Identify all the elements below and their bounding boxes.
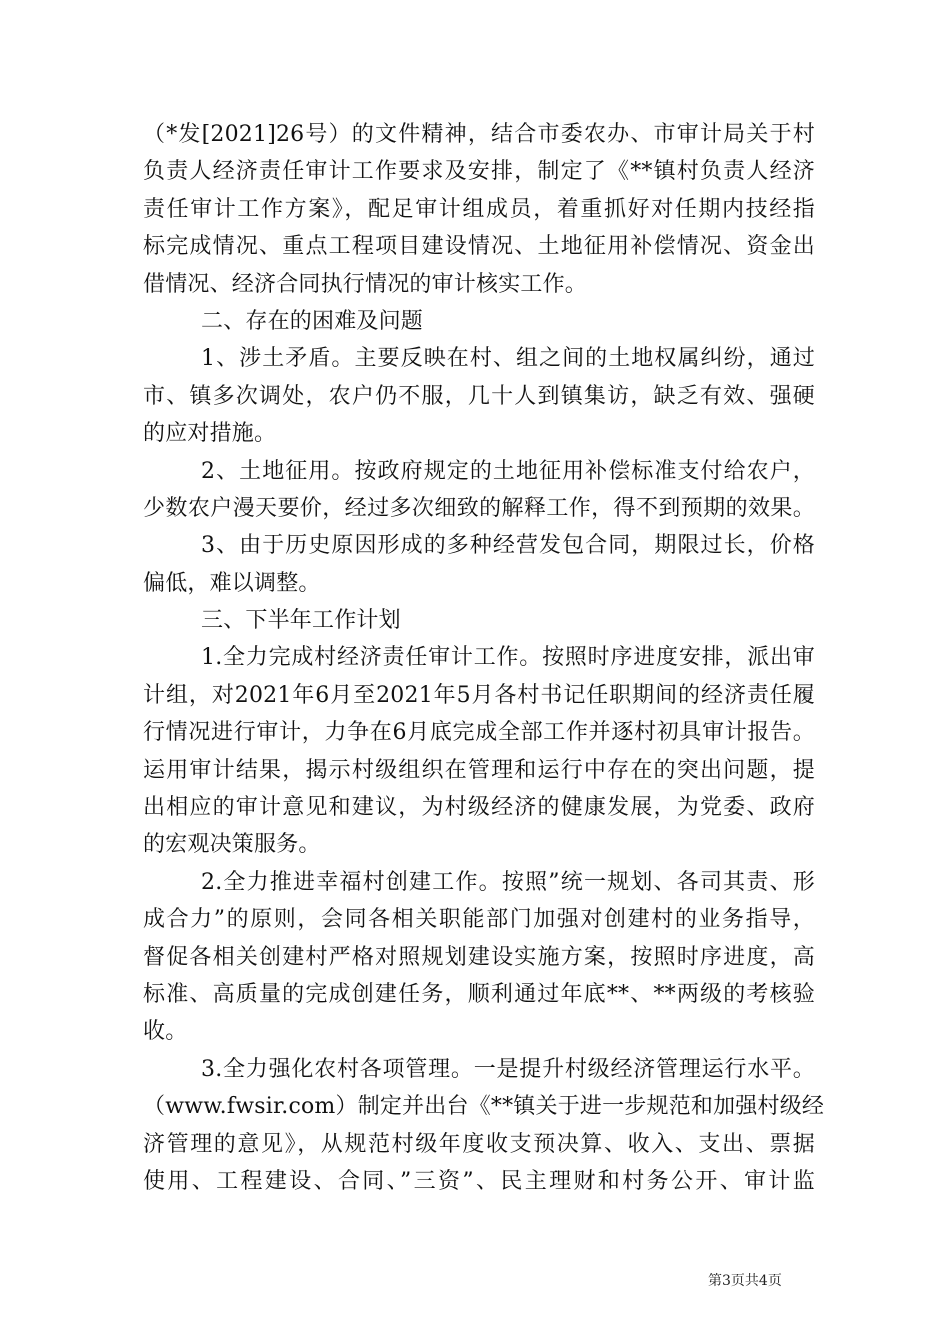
paragraph-line: 行情况进行审计，力争在6月底完成全部工作并逐村初具审计报告。 [143, 720, 815, 746]
paragraph-line: 成合力”的原则，会同各相关职能部门加强对创建村的业务指导， [143, 907, 815, 933]
paragraph-first-line: 三、下半年工作计划 [201, 608, 401, 634]
paragraph-first-line: 3、由于历史原因形成的多种经营发包合同，期限过长，价格 [201, 533, 815, 559]
paragraph-line: 借情况、经济合同执行情况的审计核实工作。 [143, 271, 588, 297]
paragraph-first-line: 二、存在的困难及问题 [201, 308, 424, 334]
paragraph-line: 市、镇多次调处，农户仍不服，几十人到镇集访，缺乏有效、强硬 [143, 383, 815, 409]
paragraph-line: 济管理的意见》，从规范村级年度收支预决算、收入、支出、票据 [143, 1131, 815, 1157]
paragraph-line: 计组，对2021年6月至2021年5月各村书记任职期间的经济责任履 [143, 682, 815, 708]
paragraph-first-line: 1、涉土矛盾。主要反映在村、组之间的土地权属纠纷，通过 [201, 346, 815, 372]
paragraph-line: 出相应的审计意见和建议，为村级经济的健康发展，为党委、政府 [143, 795, 815, 821]
paragraph-line: 偏低，难以调整。 [143, 570, 321, 596]
paragraph-first-line: 2.全力推进幸福村创建工作。按照”统一规划、各司其责、形 [201, 869, 815, 895]
paragraph-line: 负责人经济责任审计工作要求及安排，制定了《**镇村负责人经济 [143, 159, 815, 185]
paragraph-line: 督促各相关创建村严格对照规划建设实施方案，按照时序进度，高 [143, 944, 815, 970]
paragraph-line: 责任审计工作方案》，配足审计组成员，着重抓好对任期内技经指 [143, 196, 815, 222]
paragraph-line: 标完成情况、重点工程项目建设情况、土地征用补偿情况、资金出 [143, 234, 815, 260]
paragraph-line: 收。 [143, 1019, 188, 1045]
paragraph-line: 的应对措施。 [143, 421, 277, 447]
paragraph-line: 运用审计结果，揭示村级组织在管理和运行中存在的突出问题，提 [143, 757, 815, 783]
paragraph-first-line: 1.全力完成村经济责任审计工作。按照时序进度安排，派出审 [201, 645, 815, 671]
document-body [143, 116, 825, 1200]
paragraph-first-line: 3.全力强化农村各项管理。一是提升村级经济管理运行水平。 [201, 1056, 815, 1082]
paragraph-line: （www.fwsir.com）制定并出台《**镇关于进一步规范和加强村级经 [143, 1094, 825, 1120]
paragraph-line: 的宏观决策服务。 [143, 832, 321, 858]
paragraph-line: 使用、工程建设、合同、”三资”、民主理财和村务公开、审计监 [143, 1168, 815, 1194]
paragraph-line: 标准、高质量的完成创建任务，顺利通过年底**、**两级的考核验 [143, 981, 815, 1007]
paragraph-first-line: 2、土地征用。按政府规定的土地征用补偿标准支付给农户， [201, 458, 815, 484]
paragraph-line: （*发[2021]26号）的文件精神，结合市委农办、市审计局关于村 [143, 122, 815, 147]
page-footer: 第3页共4页 [708, 1273, 782, 1289]
paragraph-line: 少数农户漫天要价，经过多次细致的解释工作，得不到预期的效果。 [143, 495, 815, 521]
